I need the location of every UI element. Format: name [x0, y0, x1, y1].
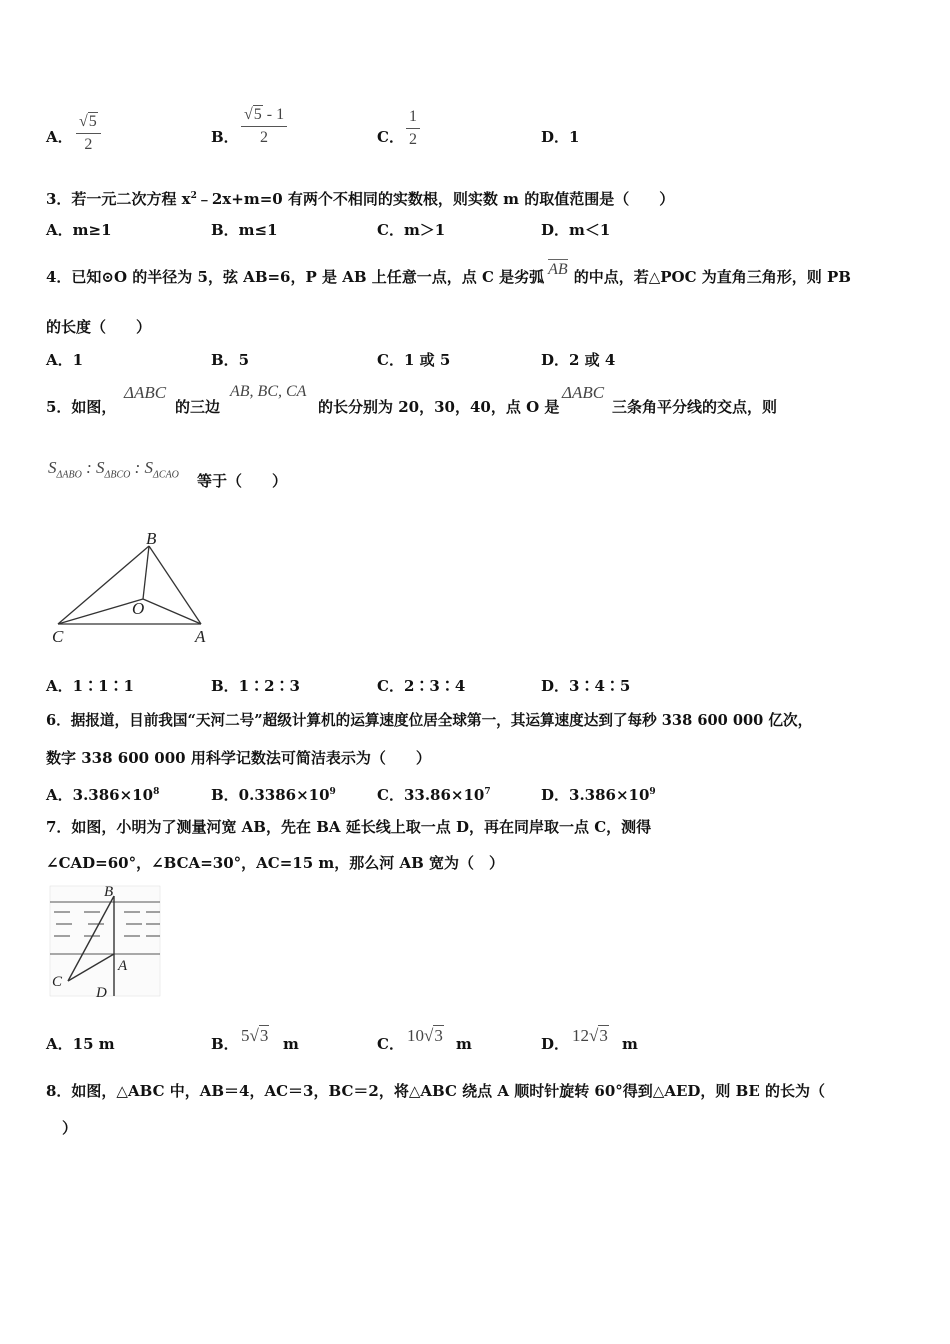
- q4-text-b: 的中点，若△POC 为直角三角形，则 PB: [573, 268, 851, 286]
- q2-c-denominator: 2: [409, 131, 417, 148]
- q2-option-a-label: A．: [46, 128, 73, 146]
- q5-s2-sub: ΔBCO: [104, 469, 131, 481]
- q3-option-d: D．m＜1: [541, 221, 611, 239]
- q5-area-ratio: $S_{\Delta ABO}$ : $S_{\Delta BCO}$ : $S_{\Delta CAO}$: [48, 458, 179, 481]
- q7-option-b-unit: m: [283, 1035, 299, 1053]
- q5-text-e: 等于（ ）: [197, 472, 288, 490]
- q5-text-b: 的三边: [175, 398, 221, 416]
- q7-option-a: A．15 m: [46, 1035, 115, 1053]
- q2-c-numerator: 1: [406, 106, 420, 129]
- q2-option-c-fraction: [406, 106, 420, 151]
- q5-option-b: B．1∶2∶3: [211, 677, 300, 695]
- q6-c-base: C．33.86×10: [377, 786, 485, 804]
- q4-option-a: A．1: [46, 351, 84, 369]
- q3-stem: [46, 186, 674, 209]
- q2-option-a-fraction: $\frac{√5}{2}$: [76, 111, 101, 156]
- q5-triangle-figure: [46, 526, 216, 651]
- q6-b-base: B．0.3386×10: [211, 786, 330, 804]
- q4-option-c: C．1 或 5: [377, 351, 451, 369]
- q4-option-b: B．5: [211, 351, 250, 369]
- q2-a-denominator: 2: [84, 136, 93, 153]
- q2-a-radicand: 5: [88, 113, 97, 130]
- q5-s1-sub: ΔABO: [56, 469, 82, 481]
- q7-stem-line1: 7．如图，小明为了测量河宽 AB，先在 BA 延长线上取一点 D，再在同岸取一点 C，测得: [46, 818, 652, 836]
- q5-s3-letter: S: [144, 458, 154, 477]
- q6-d-exp: 9: [649, 787, 656, 797]
- q6-a-exp: 8: [153, 787, 160, 797]
- q6-a-base: A．3.386×10: [46, 786, 154, 804]
- q7-label-d: D: [96, 985, 107, 1000]
- q7-option-c-value: 10√3: [407, 1026, 443, 1045]
- q5-option-c: C．2∶3∶4: [377, 677, 466, 695]
- q3-text-a: 3．若一元二次方程 x: [46, 190, 191, 208]
- q7-label-c: C: [52, 974, 63, 990]
- q7-label-a: A: [118, 958, 128, 974]
- q3-option-a: A．m≥1: [46, 221, 112, 239]
- q5-s3-sub: ΔCAO: [153, 469, 179, 481]
- q5-sides: AB, BC, CA: [230, 383, 307, 400]
- q7-b-radicand: 3: [259, 1026, 269, 1045]
- q7-option-d-value: 12√3: [572, 1026, 608, 1045]
- q3-text-b: ﹣2x+m=0 有两个不相同的实数根，则实数 m 的取值范围是（ ）: [196, 190, 675, 208]
- q7-d-radicand: 3: [599, 1026, 608, 1045]
- q6-option-c: [377, 782, 491, 805]
- q3-option-b: B．m≤1: [211, 221, 278, 239]
- q4-stem-line1: [46, 261, 851, 288]
- q5-option-a: A．1∶1∶1: [46, 677, 134, 695]
- q5-text-d: 三条角平分线的交点，则: [612, 398, 778, 416]
- q7-stem-line2: ∠CAD=60°，∠BCA=30°，AC=15 m，那么河 AB 宽为（ ）: [46, 854, 505, 872]
- q5-text-a: 5．如图，: [46, 398, 117, 416]
- q7-river-figure: [44, 882, 164, 1000]
- q3-sup: 2: [190, 191, 197, 201]
- q6-b-exp: 9: [329, 787, 336, 797]
- q5-bisector-o-c: [58, 599, 143, 624]
- q3-option-c: C．m＞1: [377, 221, 446, 239]
- q6-option-b: [211, 782, 336, 805]
- q5-s1-letter: S: [48, 458, 57, 477]
- q5-bisector-o-b: [143, 546, 149, 599]
- q5-label-b: B: [146, 529, 157, 548]
- q5-triangle-abc-2: ΔABC: [562, 383, 605, 402]
- q5-triangle-abc: ΔABC: [124, 383, 167, 402]
- q2-option-c-label: C．: [377, 128, 404, 146]
- q7-d-coef: 12: [572, 1026, 589, 1045]
- q2-option-d: D．1: [541, 128, 580, 146]
- q4-arc-ab: AB: [548, 261, 568, 278]
- q2-option-b-label: B．: [211, 128, 239, 146]
- q4-stem-line2: 的长度（ ）: [46, 318, 152, 336]
- q5-label-c: C: [52, 627, 64, 646]
- q2-b-num-tail: - 1: [262, 106, 285, 123]
- q7-option-b-value: 5√3: [241, 1026, 269, 1045]
- q8-stem-line1: 8．如图，△ABC 中，AB＝4，AC＝3，BC＝2，将△ABC 绕点 A 顺时针旋转 60°得到△AED，则 BE 的长为（: [46, 1082, 825, 1100]
- q4-text-a: 4．已知⊙O 的半径为 5，弦 AB=6，P 是 AB 上任意一点，点 C 是劣弧: [46, 268, 545, 286]
- q5-option-d: D．3∶4∶5: [541, 677, 631, 695]
- q5-text-c: 的长分别为 20，30，40，点 O 是: [318, 398, 560, 416]
- q7-option-d-label: D．: [541, 1035, 570, 1053]
- q5-label-a: A: [195, 627, 206, 646]
- q7-option-c-label: C．: [377, 1035, 404, 1053]
- q6-c-exp: 7: [484, 787, 491, 797]
- q5-s2-letter: S: [95, 458, 105, 477]
- q6-option-d: [541, 782, 656, 805]
- q7-option-c-unit: m: [456, 1035, 472, 1053]
- q7-c-radicand: 3: [434, 1026, 443, 1045]
- q7-c-coef: 10: [407, 1026, 424, 1045]
- q2-b-denominator: 2: [260, 129, 269, 146]
- q7-b-coef: 5: [241, 1026, 250, 1045]
- q6-option-a: [46, 782, 159, 805]
- q7-label-b: B: [104, 884, 114, 900]
- q4-option-d: D．2 或 4: [541, 351, 616, 369]
- q2-option-b-fraction: $\frac{√5 - 1}{2}$: [241, 104, 287, 149]
- q2-b-radicand: 5: [253, 106, 262, 123]
- q5-label-o: O: [132, 599, 145, 618]
- q6-stem-line2: 数字 338 600 000 用科学记数法可简洁表示为（ ）: [46, 749, 431, 767]
- q6-stem-line1: 6．据报道，目前我国“天河二号”超级计算机的运算速度位居全球第一，其运算速度达到了每秒 338 600 000 亿次，: [46, 712, 813, 729]
- q8-stem-line2: ）: [62, 1119, 78, 1137]
- q7-option-d-unit: m: [622, 1035, 638, 1053]
- q6-d-base: D．3.386×10: [541, 786, 650, 804]
- q7-option-b-label: B．: [211, 1035, 239, 1053]
